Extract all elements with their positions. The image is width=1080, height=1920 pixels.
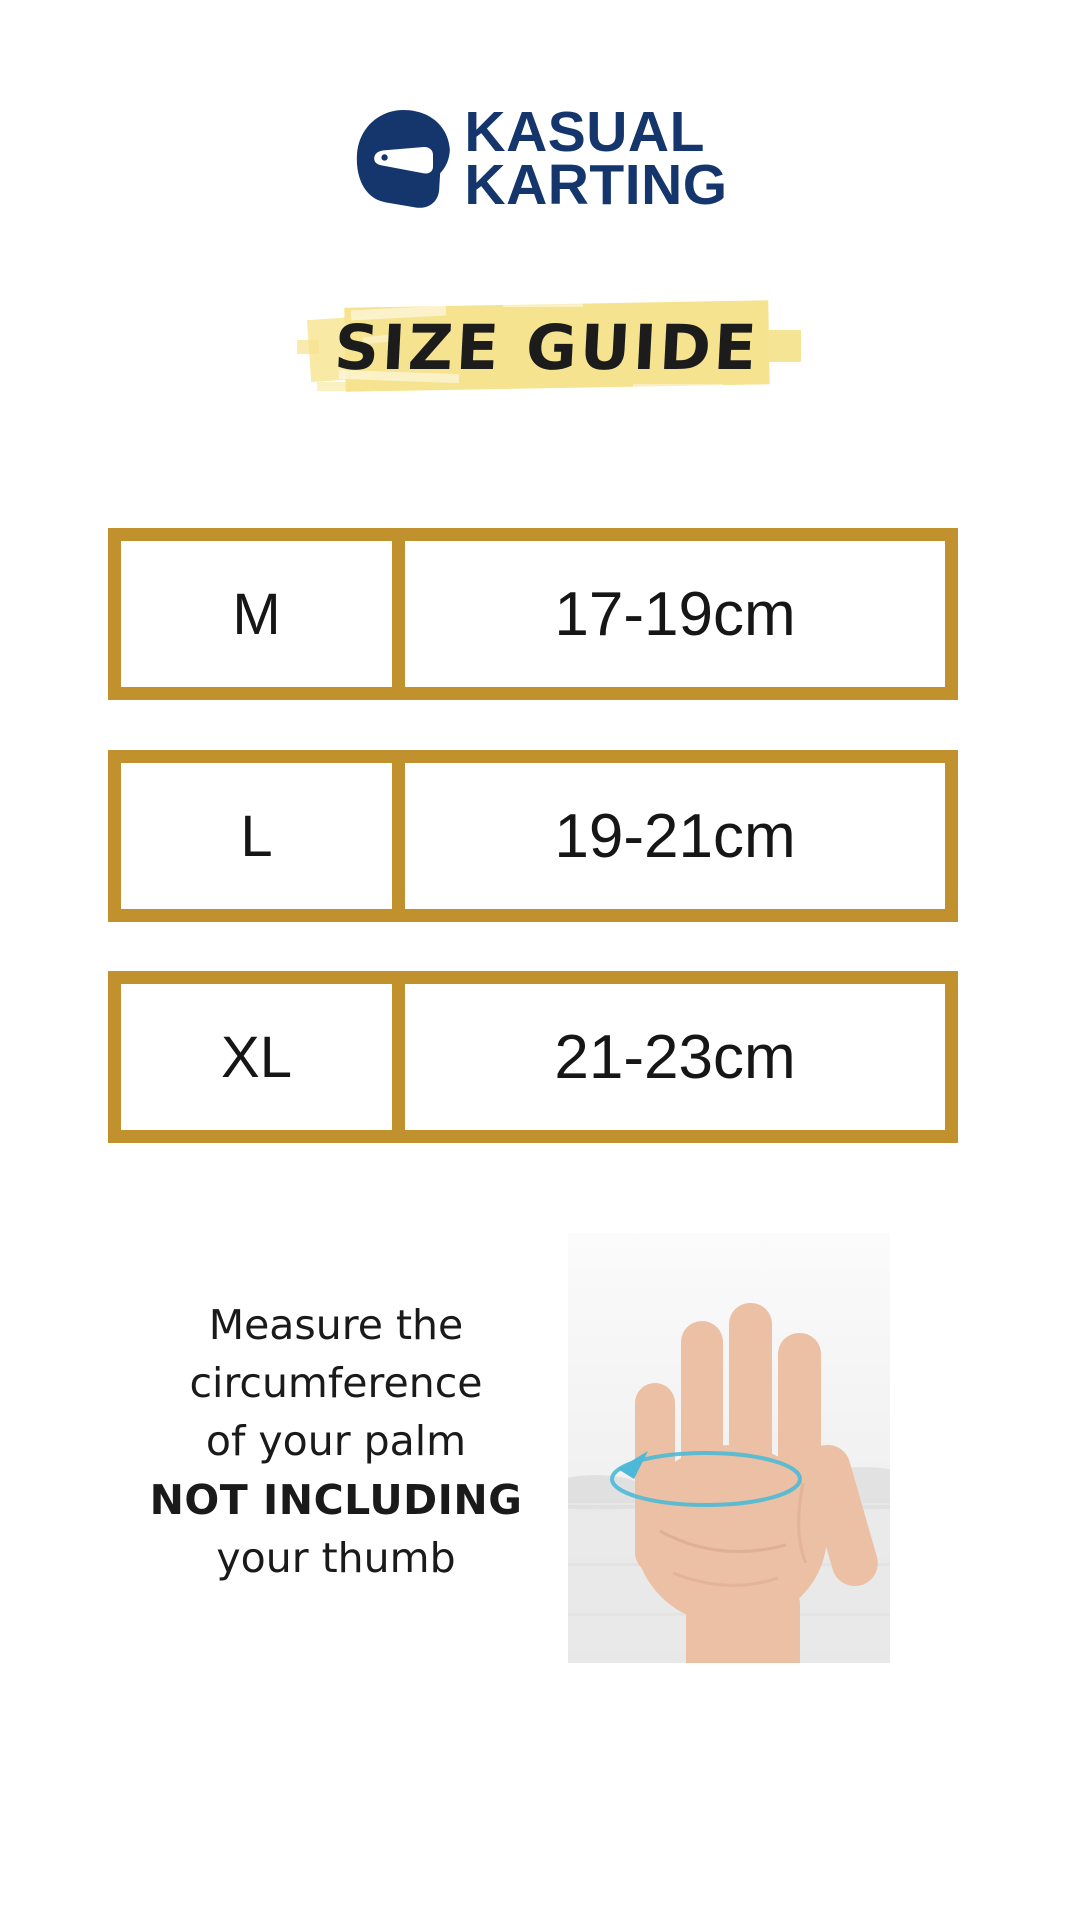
brand-name-line2: KARTING [464,153,728,217]
instruction-line: Measure the [208,1301,464,1349]
table-row [108,750,958,922]
size-guide-title [293,288,801,404]
brand-name-line1: KASUAL [464,100,705,164]
size-guide-title-text: SIZE GUIDE [332,310,762,384]
racing-helmet-icon [352,107,454,211]
range-cell: 19-21cm [554,801,796,871]
size-cell: L [121,763,405,909]
instruction-text [136,1296,536,1587]
range-cell: 21-23cm [554,1022,796,1092]
brand-name [464,100,728,217]
range-cell: 17-19cm [554,579,796,649]
table-row [108,971,958,1143]
size-cell: XL [121,984,405,1130]
instruction-line-emphasized: NOT INCLUDING [149,1475,523,1524]
size-cell: M [121,541,405,687]
brand-logo [352,100,728,217]
instruction-line: your thumb [216,1533,456,1582]
palm-measurement-photo [568,1233,890,1663]
instruction-line: of your palm [205,1417,467,1466]
instruction-line: circumference [189,1359,483,1408]
table-row [108,528,958,700]
